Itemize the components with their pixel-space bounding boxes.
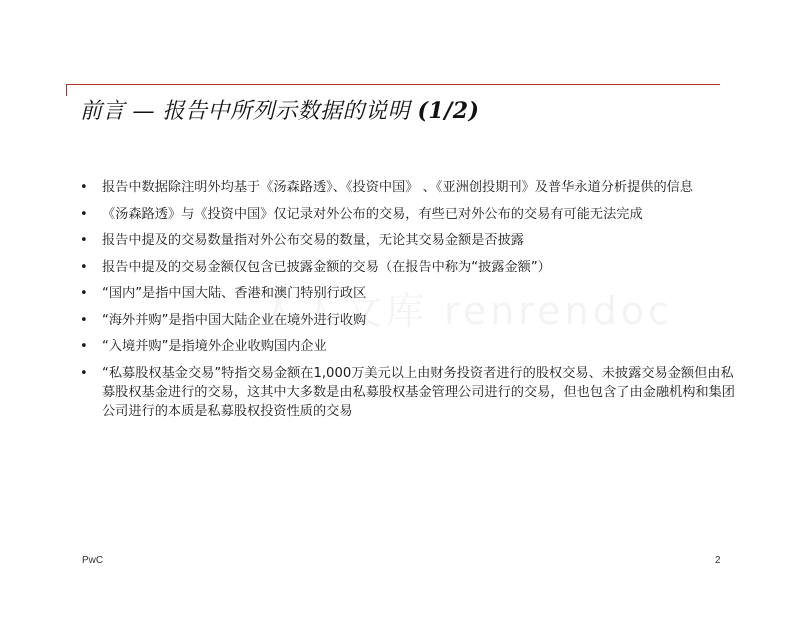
bullet-text: “私募股权基金交易”特指交易金额在1,000万美元以上由财务投资者进行的股权交易、未披露交易金额但由私募股权基金进行的交易，这其中大多数是由私募股权基金管理公司进行的交易，但也包含了由金融机构和集团公司进行的本质是私募股权投资性质的交易 <box>102 365 735 419</box>
bullet-marker: • <box>80 206 88 222</box>
bullet-marker: • <box>80 259 88 275</box>
footer-brand: PwC <box>82 555 104 566</box>
bullet-text: “海外并购”是指中国大陆企业在境外进行收购 <box>102 312 367 328</box>
bullet-text: 《汤森路透》与《投资中国》仅记录对外公布的交易，有些已对外公布的交易有可能无法完成 <box>102 206 643 222</box>
bullet-item <box>80 284 740 303</box>
slide-title-main: 前言 — 报告中所列示数据的说明 <box>80 99 418 124</box>
bullet-marker: • <box>80 233 88 248</box>
title-left-tick <box>66 84 67 96</box>
bullet-marker: • <box>80 286 88 301</box>
bullet-text: 报告中数据除注明外均基于《汤森路透》、《投资中国》 、《亚洲创投期刊》及普华永道分析提供的信息 <box>102 180 694 195</box>
bullet-item <box>80 205 740 224</box>
bullet-item <box>80 311 740 330</box>
bullet-text: “入境并购”是指境外企业收购国内企业 <box>102 339 327 354</box>
slide-title-page-indicator: (1/2) <box>417 98 480 124</box>
bullet-marker: • <box>80 365 88 381</box>
bullet-text: 报告中提及的交易数量指对外公布交易的数量，无论其交易金额是否披露 <box>102 233 524 248</box>
bullet-item <box>80 178 740 197</box>
bullet-marker: • <box>80 312 88 328</box>
page-number: 2 <box>715 555 721 566</box>
bullet-text: “国内”是指中国大陆、香港和澳门特别行政区 <box>102 286 367 301</box>
bullet-item <box>80 337 740 356</box>
bullet-marker: • <box>80 180 88 195</box>
bullet-item <box>80 231 740 250</box>
slide-title <box>80 94 479 125</box>
bullet-item <box>80 364 740 421</box>
bullet-item <box>80 258 740 277</box>
title-top-rule <box>66 84 720 85</box>
bullet-text: 报告中提及的交易金额仅包含已披露金额的交易（在报告中称为“披露金额”） <box>102 259 551 275</box>
bullet-list <box>80 178 740 428</box>
bullet-marker: • <box>80 339 88 354</box>
